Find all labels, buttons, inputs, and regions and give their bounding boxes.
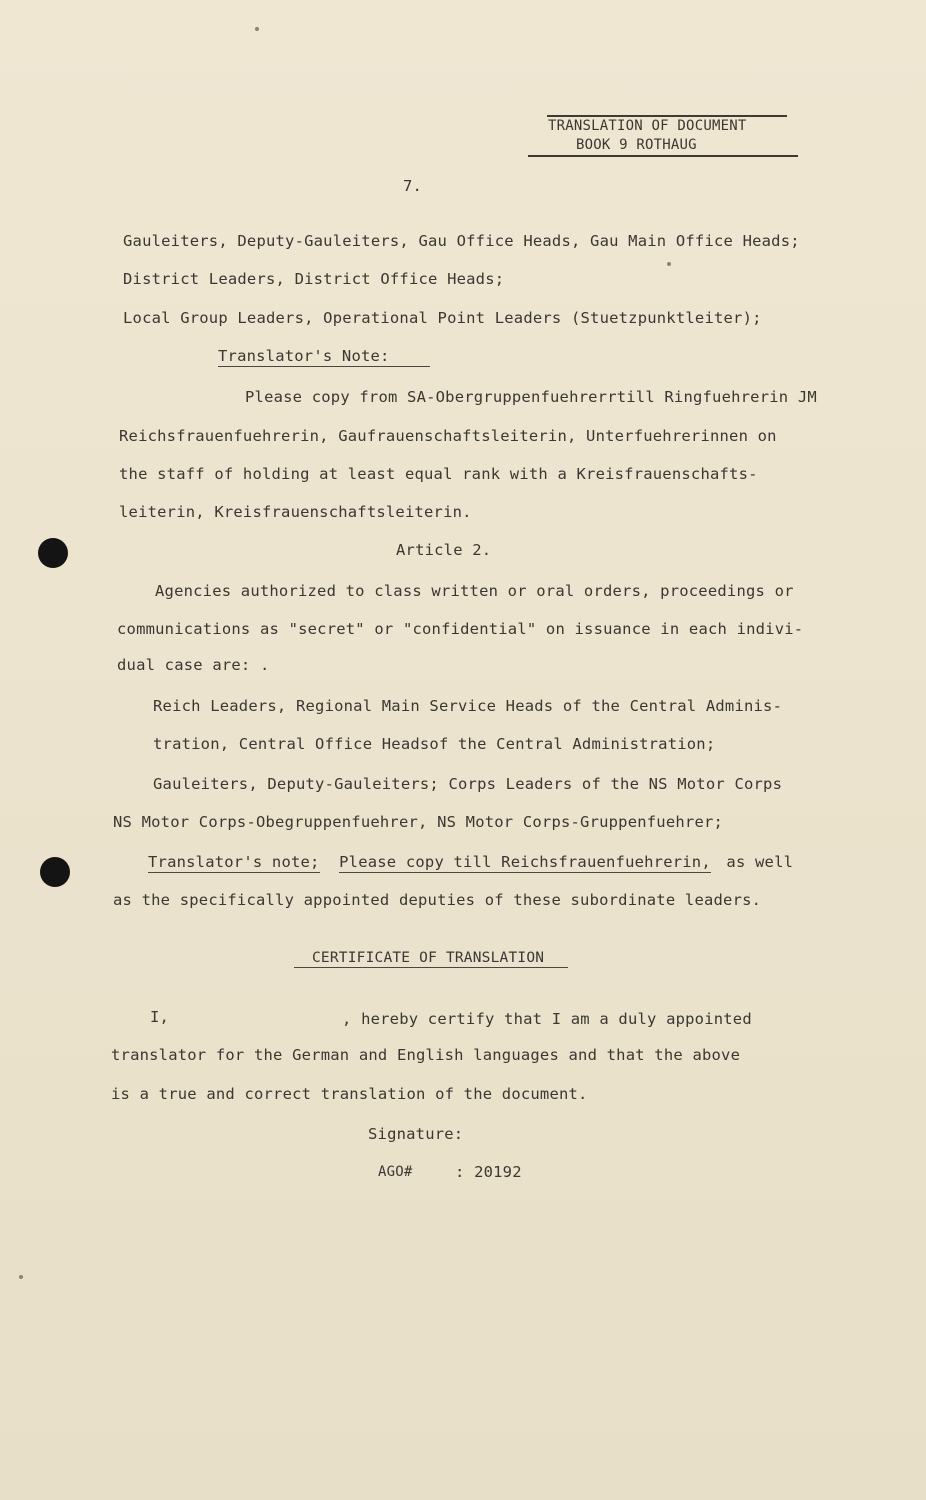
agency-line: tration, Central Office Headsof the Central Administration; [153,735,716,753]
translator-note-2-text: Please copy till Reichsfrauenfuehrerin, [339,853,711,871]
speck [19,1275,23,1279]
certificate-line2: translator for the German and English languages and that the above [111,1046,741,1064]
article-line: communications as "secret" or "confidential" on issuance in each indivi- [117,620,804,638]
translator-note-2-line2: as the specifically appointed deputies of these subordinate leaders. [113,891,762,909]
agency-line: Gauleiters, Deputy-Gauleiters; Corps Leaders of the NS Motor Corps [153,775,783,793]
translator-note-2 [148,853,793,871]
header-title: TRANSLATION OF DOCUMENT [548,118,747,134]
translator-note-2-rest: as well [726,853,794,871]
note-line: the staff of holding at least equal rank with a Kreisfrauenschafts- [119,465,758,483]
article-line: Agencies authorized to class written or oral orders, proceedings or [155,582,794,600]
certificate-line1-rest: , hereby certify that I am a duly appointed [342,1010,752,1028]
certificate-heading: CERTIFICATE OF TRANSLATION [294,950,568,968]
agency-line: Reich Leaders, Regional Main Service Heads of the Central Adminis- [153,697,783,715]
translator-note-2-label: Translator's note; [148,853,320,871]
agency-line: NS Motor Corps-Obegruppenfuehrer, NS Motor Corps-Gruppenfuehrer; [113,813,724,831]
speck [667,262,671,266]
header-rule-top [547,115,787,117]
note-line: Reichsfrauenfuehrerin, Gaufrauenschaftsleiterin, Unterfuehrerinnen on [119,427,777,445]
punch-hole-bottom [40,857,70,887]
punch-hole-top [38,538,68,568]
article-line: dual case are: . [117,656,270,674]
header-rule-bottom [528,155,798,157]
note-line: Please copy from SA-Obergruppenfuehrerrtill Ringfuehrerin JM [245,388,817,406]
header-book: BOOK 9 ROTHAUG [576,137,697,153]
page-number: 7. [403,177,423,195]
ago-label: AGO# [378,1164,413,1180]
signature-label: Signature: [368,1125,464,1143]
speck [255,27,259,31]
certificate-line3: is a true and correct translation of the document. [111,1085,588,1103]
intro-line: Local Group Leaders, Operational Point Leaders (Stuetzpunktleiter); [123,309,762,327]
intro-line: District Leaders, District Office Heads; [123,270,505,288]
note-line: leiterin, Kreisfrauenschaftsleiterin. [119,503,472,521]
translator-note-heading: Translator's Note: [218,347,430,367]
intro-line: Gauleiters, Deputy-Gauleiters, Gau Office Heads, Gau Main Office Heads; [123,232,800,250]
article-heading: Article 2. [396,541,492,559]
certificate-line1-start: I, [150,1008,170,1026]
ago-number: : 20192 [455,1163,522,1181]
